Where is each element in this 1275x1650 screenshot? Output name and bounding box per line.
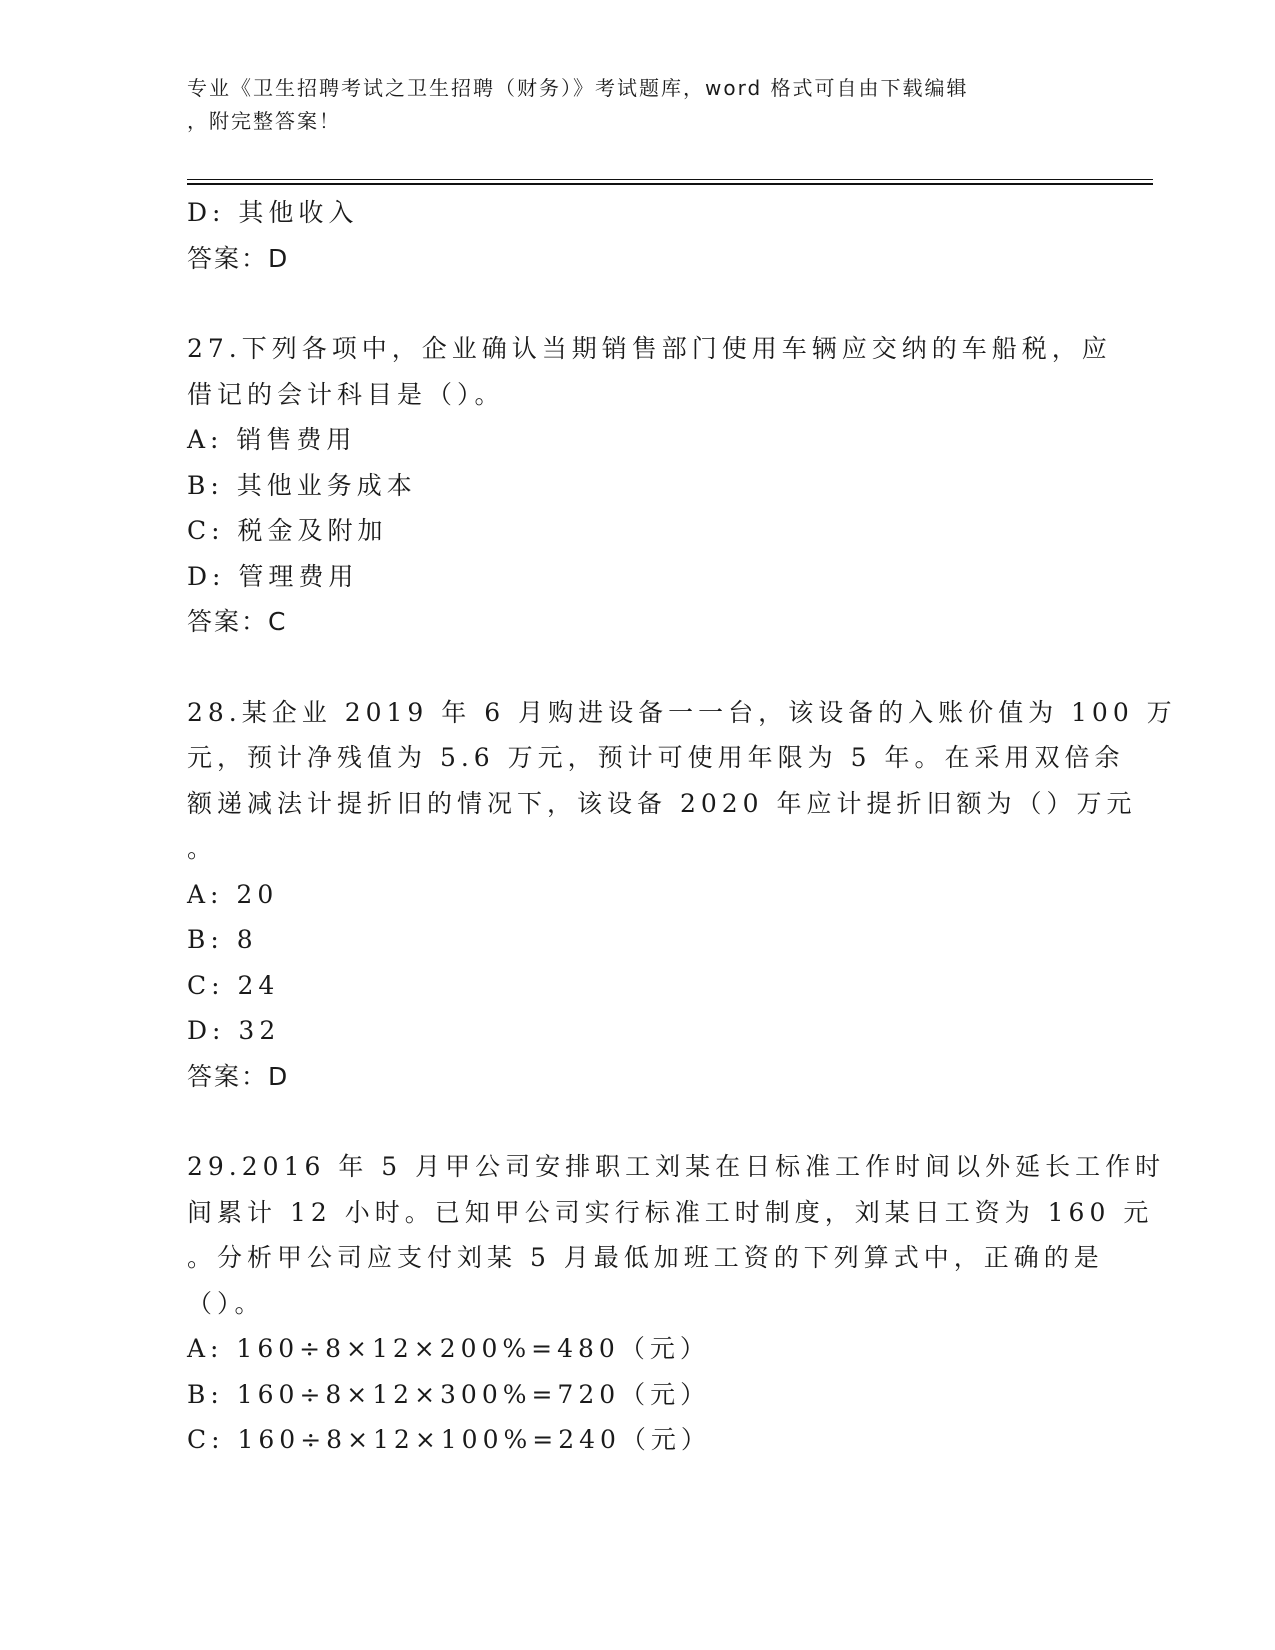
option-a: A: 销售费用 bbox=[187, 425, 357, 454]
question-text: 28.某企业 2019 年 6 月购进设备一一台，该设备的入账价值为 100 万 bbox=[187, 697, 1177, 727]
header-divider bbox=[187, 179, 1153, 185]
header-line-1: 专业《卫生招聘考试之卫生招聘（财务）》考试题库，word 格式可自由下载编辑 bbox=[187, 76, 969, 100]
question-text: 。分析甲公司应支付刘某 5 月最低加班工资的下列算式中，正确的是 bbox=[187, 1243, 1104, 1272]
option-d: D: 其他收入 bbox=[187, 198, 359, 227]
question-27 bbox=[187, 326, 1112, 645]
header-line-2: ，附完整答案！ bbox=[187, 109, 341, 133]
option-d: D: 管理费用 bbox=[187, 561, 359, 591]
question-text: 借记的会计科目是（）。 bbox=[187, 379, 505, 409]
answer-line: 答案：D bbox=[187, 243, 290, 273]
option-b: B: 其他业务成本 bbox=[187, 470, 417, 500]
option-d: D: 32 bbox=[187, 1016, 281, 1045]
question-text: 元，预计净残值为 5.6 万元，预计可使用年限为 5 年。在采用双倍余 bbox=[187, 743, 1125, 772]
previous-question-tail bbox=[187, 190, 1087, 281]
question-text: 29.2016 年 5 月甲公司安排职工刘某在日标准工作时间以外延长工作时 bbox=[187, 1152, 1166, 1181]
document-body bbox=[187, 190, 1177, 1463]
question-28 bbox=[187, 690, 1177, 1100]
spacer bbox=[187, 1099, 1087, 1144]
question-text: 间累计 12 小时。已知甲公司实行标准工时制度，刘某日工资为 160 元 bbox=[187, 1197, 1154, 1227]
question-text: 。 bbox=[187, 834, 218, 863]
option-b: B: 8 bbox=[187, 925, 258, 954]
option-c: C: 税金及附加 bbox=[187, 516, 388, 545]
question-text: 27.下列各项中，企业确认当期销售部门使用车辆应交纳的车船税，应 bbox=[187, 334, 1112, 363]
option-c: C: 24 bbox=[187, 970, 280, 1000]
page-header bbox=[187, 72, 1087, 138]
question-text: 额递减法计提折旧的情况下，该设备 2020 年应计提折旧额为（）万元 bbox=[187, 788, 1137, 818]
spacer bbox=[187, 281, 1087, 326]
option-c: C: 160÷8×12×100%=240（元） bbox=[187, 1425, 711, 1454]
question-text: （）。 bbox=[187, 1288, 265, 1318]
answer-line: 答案：C bbox=[187, 607, 288, 636]
option-b: B: 160÷8×12×300%=720（元） bbox=[187, 1379, 711, 1409]
option-a: A: 20 bbox=[187, 879, 279, 909]
spacer bbox=[187, 645, 1087, 690]
option-a: A: 160÷8×12×200%=480（元） bbox=[187, 1334, 710, 1363]
answer-line: 答案：D bbox=[187, 1061, 290, 1091]
question-29 bbox=[187, 1144, 1166, 1463]
